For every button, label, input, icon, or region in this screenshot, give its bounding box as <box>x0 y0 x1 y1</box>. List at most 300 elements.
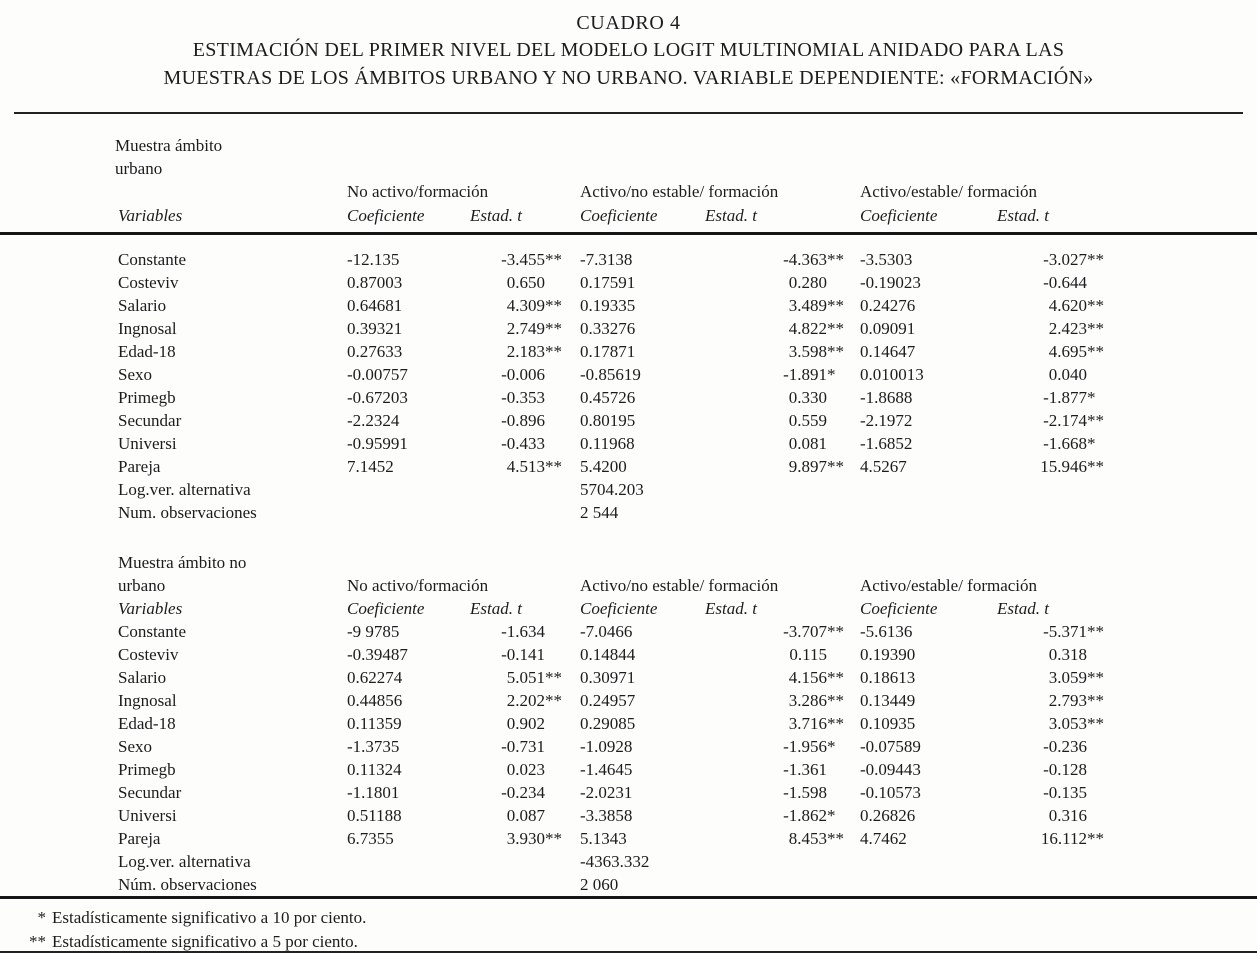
tstat-value: 2.793 <box>1048 691 1087 710</box>
table-row <box>115 317 1172 340</box>
coefficient-cell: 0.27633 <box>347 342 403 361</box>
variable-label: Pareja <box>118 829 161 848</box>
table-row <box>115 689 1172 712</box>
table-row <box>115 386 1172 409</box>
sample-label: Muestra ámbito no <box>118 553 247 572</box>
tstat-cell <box>470 873 580 896</box>
column-header-variables: Variables <box>118 599 183 618</box>
coefficient-cell: 0.62274 <box>347 668 403 687</box>
coefficient-cell <box>860 850 997 873</box>
coefficient-cell <box>347 873 470 896</box>
coefficient-cell: 0.11359 <box>347 714 402 733</box>
tstat-cell <box>470 758 580 781</box>
tstat-value: 16.112 <box>1040 829 1087 848</box>
column-header-tstat: Estad. t <box>997 206 1049 225</box>
coefficient-cell: 0.80195 <box>580 411 636 430</box>
tstat-value: -0.234 <box>501 783 545 802</box>
table-row <box>115 340 1172 363</box>
tstat-value: 3.489 <box>788 296 827 315</box>
significance-stars: ** <box>1087 714 1104 733</box>
table-row <box>115 551 1172 574</box>
tstat-value: 0.559 <box>788 411 827 430</box>
significance-stars: ** <box>545 829 562 848</box>
horizontal-rule-bottom <box>0 896 1257 899</box>
significance-stars: ** <box>1087 829 1104 848</box>
coefficient-cell: -3.5303 <box>860 250 913 269</box>
significance-stars: ** <box>1087 457 1104 476</box>
coefficient-cell: -0.85619 <box>580 365 641 384</box>
coefficient-cell: -0.00757 <box>347 365 408 384</box>
tstat-cell <box>997 294 1172 317</box>
footnote-1-text: Estadísticamente significativo a 10 por ciento. <box>52 908 367 927</box>
variable-label: Sexo <box>118 737 152 756</box>
table-title-line1: ESTIMACIÓN DEL PRIMER NIVEL DEL MODELO LOGIT MULTINOMIAL ANIDADO PARA LAS <box>192 39 1065 61</box>
tstat-value: 4.513 <box>506 457 545 476</box>
tstat-value: 0.081 <box>788 434 827 453</box>
coefficient-cell: 0.09091 <box>860 319 916 338</box>
coefficient-cell: 0.17591 <box>580 273 636 292</box>
cell <box>347 134 1172 157</box>
table-row <box>115 850 1172 873</box>
significance-stars: ** <box>545 457 562 476</box>
footnote-1 <box>12 906 1257 930</box>
coefficient-cell: 5.1343 <box>580 829 627 848</box>
tstat-cell <box>997 478 1172 501</box>
coefficient-cell: 6.7355 <box>347 829 394 848</box>
tstat-value: 2.202 <box>506 691 545 710</box>
table-row <box>115 781 1172 804</box>
footnote-2-marker: ** <box>29 932 46 951</box>
significance-stars: ** <box>1087 622 1104 641</box>
coefficient-cell <box>347 478 470 501</box>
coefficient-cell: 0.26826 <box>860 806 916 825</box>
significance-stars: ** <box>545 319 562 338</box>
tstat-value: -1.877 <box>1043 388 1087 407</box>
urban-data-table <box>115 248 1172 524</box>
coefficient-cell: 5.4200 <box>580 457 627 476</box>
coefficient-cell: -1.1801 <box>347 783 400 802</box>
coefficient-cell: 0.87003 <box>347 273 403 292</box>
coefficient-cell: 0.18613 <box>860 668 916 687</box>
tstat-cell <box>705 271 860 294</box>
coefficient-cell: 0.14844 <box>580 645 636 664</box>
coefficient-cell: -0.07589 <box>860 737 921 756</box>
tstat-value: -3.027 <box>1043 250 1087 269</box>
significance-stars: ** <box>827 714 844 733</box>
tstat-cell <box>705 735 860 758</box>
table-row <box>115 804 1172 827</box>
tstat-cell <box>705 478 860 501</box>
coefficient-cell: 0.45726 <box>580 388 636 407</box>
tstat-cell <box>470 689 580 712</box>
tstat-cell <box>470 781 580 804</box>
horizontal-rule-header <box>0 232 1257 235</box>
variable-label: Constante <box>118 622 186 641</box>
tstat-cell <box>705 758 860 781</box>
coefficient-cell: 0.24276 <box>860 296 916 315</box>
tstat-value: -1.891 <box>783 365 827 384</box>
tstat-value: 3.059 <box>1048 668 1087 687</box>
coefficient-cell: -0.10573 <box>860 783 921 802</box>
coefficient-cell: -1.6852 <box>860 434 913 453</box>
group-header: No activo/formación <box>347 576 489 595</box>
coefficient-cell: -9 9785 <box>347 622 400 641</box>
significance-stars: ** <box>827 457 844 476</box>
variable-label: Salario <box>118 296 167 315</box>
footnote-1-marker: * <box>37 908 46 927</box>
tstat-cell <box>705 455 860 478</box>
table-row <box>115 478 1172 501</box>
table-row <box>115 597 1172 620</box>
variable-label: Edad-18 <box>118 342 176 361</box>
tstat-value: 2.749 <box>506 319 545 338</box>
coefficient-cell: 0.30971 <box>580 668 636 687</box>
group-header: Activo/no estable/ formación <box>580 576 779 595</box>
tstat-cell <box>470 294 580 317</box>
tstat-value: 8.453 <box>788 829 827 848</box>
tstat-cell <box>470 735 580 758</box>
tstat-value: -1.956 <box>783 737 827 756</box>
coefficient-cell: -0.09443 <box>860 760 921 779</box>
column-header-tstat: Estad. t <box>470 206 522 225</box>
coefficient-cell <box>860 501 997 524</box>
significance-stars: ** <box>827 691 844 710</box>
coefficient-cell <box>347 850 470 873</box>
tstat-cell <box>470 455 580 478</box>
significance-stars: * <box>827 365 836 384</box>
column-header-coefficient: Coeficiente <box>580 206 658 225</box>
variable-label: Edad-18 <box>118 714 176 733</box>
table-row <box>115 574 1172 597</box>
tstat-cell <box>997 455 1172 478</box>
column-header-variables: Variables <box>118 206 183 225</box>
coefficient-cell: -12.135 <box>347 250 400 269</box>
tstat-value: 3.930 <box>506 829 545 848</box>
table-row <box>115 203 1172 227</box>
tstat-cell <box>997 620 1172 643</box>
tstat-cell <box>705 643 860 666</box>
tstat-cell <box>705 409 860 432</box>
tstat-cell <box>997 689 1172 712</box>
column-header-tstat: Estad. t <box>470 599 522 618</box>
significance-stars: ** <box>1087 668 1104 687</box>
group-header: No activo/formación <box>347 182 489 201</box>
group-header: Activo/estable/ formación <box>860 182 1038 201</box>
tstat-cell <box>470 271 580 294</box>
cell <box>347 551 1172 574</box>
significance-stars: ** <box>827 342 844 361</box>
coefficient-cell: 2 544 <box>580 503 619 522</box>
nonurban-table <box>115 551 1172 896</box>
tstat-cell <box>470 620 580 643</box>
tstat-value: 0.318 <box>1048 645 1087 664</box>
tstat-value: -0.731 <box>501 737 545 756</box>
table-row <box>115 294 1172 317</box>
tstat-value: -1.668 <box>1043 434 1087 453</box>
tstat-cell <box>470 248 580 271</box>
tstat-value: -5.371 <box>1043 622 1087 641</box>
tstat-cell <box>470 386 580 409</box>
table-title-line2: MUESTRAS DE LOS ÁMBITOS URBANO Y NO URBANO. VARIABLE DEPENDIENTE: «FORMACIÓN» <box>163 67 1094 89</box>
tstat-value: 4.620 <box>1048 296 1087 315</box>
tstat-value: 0.040 <box>1048 365 1087 384</box>
coefficient-cell: -3.3858 <box>580 806 633 825</box>
tstat-value: -0.433 <box>501 434 545 453</box>
significance-stars: * <box>1087 388 1096 407</box>
coefficient-cell <box>347 501 470 524</box>
table-caption <box>0 0 1257 92</box>
table-row <box>115 666 1172 689</box>
tstat-value: 3.598 <box>788 342 827 361</box>
coefficient-cell <box>860 478 997 501</box>
significance-stars: ** <box>545 296 562 315</box>
coefficient-cell: 4.7462 <box>860 829 907 848</box>
tstat-cell <box>470 666 580 689</box>
significance-stars: ** <box>827 319 844 338</box>
significance-stars: ** <box>827 622 844 641</box>
tstat-cell <box>470 340 580 363</box>
tstat-value: -0.128 <box>1043 760 1087 779</box>
coefficient-cell: -0.67203 <box>347 388 408 407</box>
column-header-tstat: Estad. t <box>705 599 757 618</box>
significance-stars: ** <box>1087 250 1104 269</box>
tstat-value: -1.361 <box>783 760 827 779</box>
significance-stars: ** <box>1087 319 1104 338</box>
column-header-coefficient: Coeficiente <box>860 599 938 618</box>
coefficient-cell: 0.33276 <box>580 319 636 338</box>
tstat-value: -1.598 <box>783 783 827 802</box>
variable-label: Constante <box>118 250 186 269</box>
variable-label: Primegb <box>118 388 176 407</box>
column-header-tstat: Estad. t <box>997 599 1049 618</box>
tstat-cell <box>705 827 860 850</box>
variable-label: Secundar <box>118 411 182 430</box>
footnote-2 <box>12 930 1257 953</box>
variable-label: Ingnosal <box>118 691 177 710</box>
tstat-cell <box>705 666 860 689</box>
coefficient-cell: -1.3735 <box>347 737 400 756</box>
group-header: Activo/estable/ formación <box>860 576 1038 595</box>
tstat-value: 0.023 <box>506 760 545 779</box>
tstat-cell <box>997 873 1172 896</box>
table-row <box>115 712 1172 735</box>
tstat-value: 2.423 <box>1048 319 1087 338</box>
tstat-cell <box>705 804 860 827</box>
significance-stars: * <box>1087 434 1096 453</box>
tstat-cell <box>997 735 1172 758</box>
tstat-cell <box>997 363 1172 386</box>
tstat-cell <box>705 317 860 340</box>
table-row <box>115 758 1172 781</box>
tstat-cell <box>997 758 1172 781</box>
table-row <box>115 432 1172 455</box>
coefficient-cell: -2.1972 <box>860 411 913 430</box>
significance-stars: ** <box>1087 342 1104 361</box>
significance-stars: ** <box>545 668 562 687</box>
tstat-cell <box>997 712 1172 735</box>
tstat-cell <box>470 501 580 524</box>
tstat-cell <box>470 850 580 873</box>
column-header-coefficient: Coeficiente <box>860 206 938 225</box>
variable-label: Log.ver. alternativa <box>118 480 251 499</box>
significance-stars: * <box>827 737 836 756</box>
tstat-cell <box>470 409 580 432</box>
tstat-cell <box>997 317 1172 340</box>
tstat-value: 4.695 <box>1048 342 1087 361</box>
coefficient-cell: 0.29085 <box>580 714 636 733</box>
coefficient-cell: 0.24957 <box>580 691 636 710</box>
tstat-value: -0.141 <box>501 645 545 664</box>
tstat-cell <box>470 478 580 501</box>
tstat-cell <box>997 666 1172 689</box>
tstat-cell <box>705 712 860 735</box>
coefficient-cell: -0.19023 <box>860 273 921 292</box>
table-row <box>115 620 1172 643</box>
tstat-value: 0.316 <box>1048 806 1087 825</box>
tstat-cell <box>705 781 860 804</box>
coefficient-cell: 0.17871 <box>580 342 636 361</box>
significance-stars: * <box>827 806 836 825</box>
tstat-value: 3.716 <box>788 714 827 733</box>
cell <box>115 180 347 203</box>
tstat-value: 3.286 <box>788 691 827 710</box>
tstat-value: 3.053 <box>1048 714 1087 733</box>
tstat-value: 0.115 <box>789 645 827 664</box>
coefficient-cell: -4363.332 <box>580 852 650 871</box>
tstat-cell <box>470 432 580 455</box>
footnote-2-text: Estadísticamente significativo a 5 por ciento. <box>52 932 358 951</box>
coefficient-cell: -1.4645 <box>580 760 633 779</box>
coefficient-cell: 0.19335 <box>580 296 636 315</box>
significance-stars: ** <box>827 829 844 848</box>
variable-label: Salario <box>118 668 167 687</box>
coefficient-cell: 0.51188 <box>347 806 402 825</box>
tstat-cell <box>997 850 1172 873</box>
tstat-cell <box>705 620 860 643</box>
tstat-cell <box>705 501 860 524</box>
tstat-cell <box>997 804 1172 827</box>
column-header-tstat: Estad. t <box>705 206 757 225</box>
tstat-cell <box>997 409 1172 432</box>
coefficient-cell: 0.11324 <box>347 760 402 779</box>
tstat-value: 0.087 <box>506 806 545 825</box>
coefficient-cell: -1.8688 <box>860 388 913 407</box>
variable-label: Núm. observaciones <box>118 875 257 894</box>
footnotes <box>12 906 1257 953</box>
coefficient-cell: -2.2324 <box>347 411 400 430</box>
tstat-cell <box>705 873 860 896</box>
table-row <box>115 180 1172 203</box>
significance-stars: ** <box>1087 296 1104 315</box>
tstat-value: 4.822 <box>788 319 827 338</box>
coefficient-cell: 0.64681 <box>347 296 403 315</box>
coefficient-cell: 2 060 <box>580 875 619 894</box>
sample-label: urbano <box>118 576 166 595</box>
tstat-cell <box>997 248 1172 271</box>
variable-label: Num. observaciones <box>118 503 257 522</box>
coefficient-cell: 0.14647 <box>860 342 916 361</box>
tstat-value: -0.353 <box>501 388 545 407</box>
table-row <box>115 643 1172 666</box>
tstat-cell <box>705 294 860 317</box>
variable-label: Ingnosal <box>118 319 177 338</box>
table-row <box>115 873 1172 896</box>
column-header-coefficient: Coeficiente <box>347 599 425 618</box>
variable-label: Sexo <box>118 365 152 384</box>
tstat-value: 0.650 <box>506 273 545 292</box>
tstat-cell <box>705 689 860 712</box>
sample-label: urbano <box>115 159 163 178</box>
table-row <box>115 827 1172 850</box>
coefficient-cell: -7.3138 <box>580 250 633 269</box>
coefficient-cell: -0.95991 <box>347 434 408 453</box>
tstat-cell <box>705 432 860 455</box>
tstat-value: 9.897 <box>788 457 827 476</box>
tstat-value: -0.236 <box>1043 737 1087 756</box>
table-row <box>115 157 1172 180</box>
coefficient-cell: -7.0466 <box>580 622 633 641</box>
tstat-value: -4.363 <box>783 250 827 269</box>
tstat-value: 2.183 <box>506 342 545 361</box>
tstat-cell <box>470 317 580 340</box>
nonurban-sample-block <box>0 551 1257 896</box>
coefficient-cell: -2.0231 <box>580 783 633 802</box>
tstat-value: 0.280 <box>788 273 827 292</box>
tstat-cell <box>705 386 860 409</box>
group-header: Activo/no estable/ formación <box>580 182 779 201</box>
column-header-coefficient: Coeficiente <box>580 599 658 618</box>
tstat-value: -0.896 <box>501 411 545 430</box>
table-row <box>115 134 1172 157</box>
coefficient-cell: 0.19390 <box>860 645 916 664</box>
significance-stars: ** <box>1087 691 1104 710</box>
tstat-cell <box>997 432 1172 455</box>
significance-stars: ** <box>1087 411 1104 430</box>
tstat-value: 4.309 <box>506 296 545 315</box>
coefficient-cell: -5.6136 <box>860 622 913 641</box>
coefficient-cell: 0.11968 <box>580 434 635 453</box>
significance-stars: ** <box>545 691 562 710</box>
tstat-cell <box>470 712 580 735</box>
significance-stars: ** <box>827 668 844 687</box>
tstat-cell <box>997 643 1172 666</box>
tstat-value: -0.006 <box>501 365 545 384</box>
tstat-value: -0.644 <box>1043 273 1087 292</box>
tstat-value: 5.051 <box>506 668 545 687</box>
tstat-cell <box>705 248 860 271</box>
tstat-value: -1.862 <box>783 806 827 825</box>
tstat-value: -3.455 <box>501 250 545 269</box>
tstat-value: 15.946 <box>1040 457 1087 476</box>
table-row <box>115 271 1172 294</box>
tstat-value: -0.135 <box>1043 783 1087 802</box>
coefficient-cell: -0.39487 <box>347 645 408 664</box>
coefficient-cell <box>860 873 997 896</box>
urban-sample-block <box>0 134 1257 524</box>
tstat-value: 0.330 <box>788 388 827 407</box>
tstat-value: 4.156 <box>788 668 827 687</box>
tstat-cell <box>705 363 860 386</box>
significance-stars: ** <box>545 250 562 269</box>
tstat-value: -2.174 <box>1043 411 1087 430</box>
variable-label: Pareja <box>118 457 161 476</box>
coefficient-cell: -1.0928 <box>580 737 633 756</box>
significance-stars: ** <box>545 342 562 361</box>
variable-label: Secundar <box>118 783 182 802</box>
tstat-cell <box>470 643 580 666</box>
coefficient-cell: 0.44856 <box>347 691 403 710</box>
tstat-cell <box>470 363 580 386</box>
